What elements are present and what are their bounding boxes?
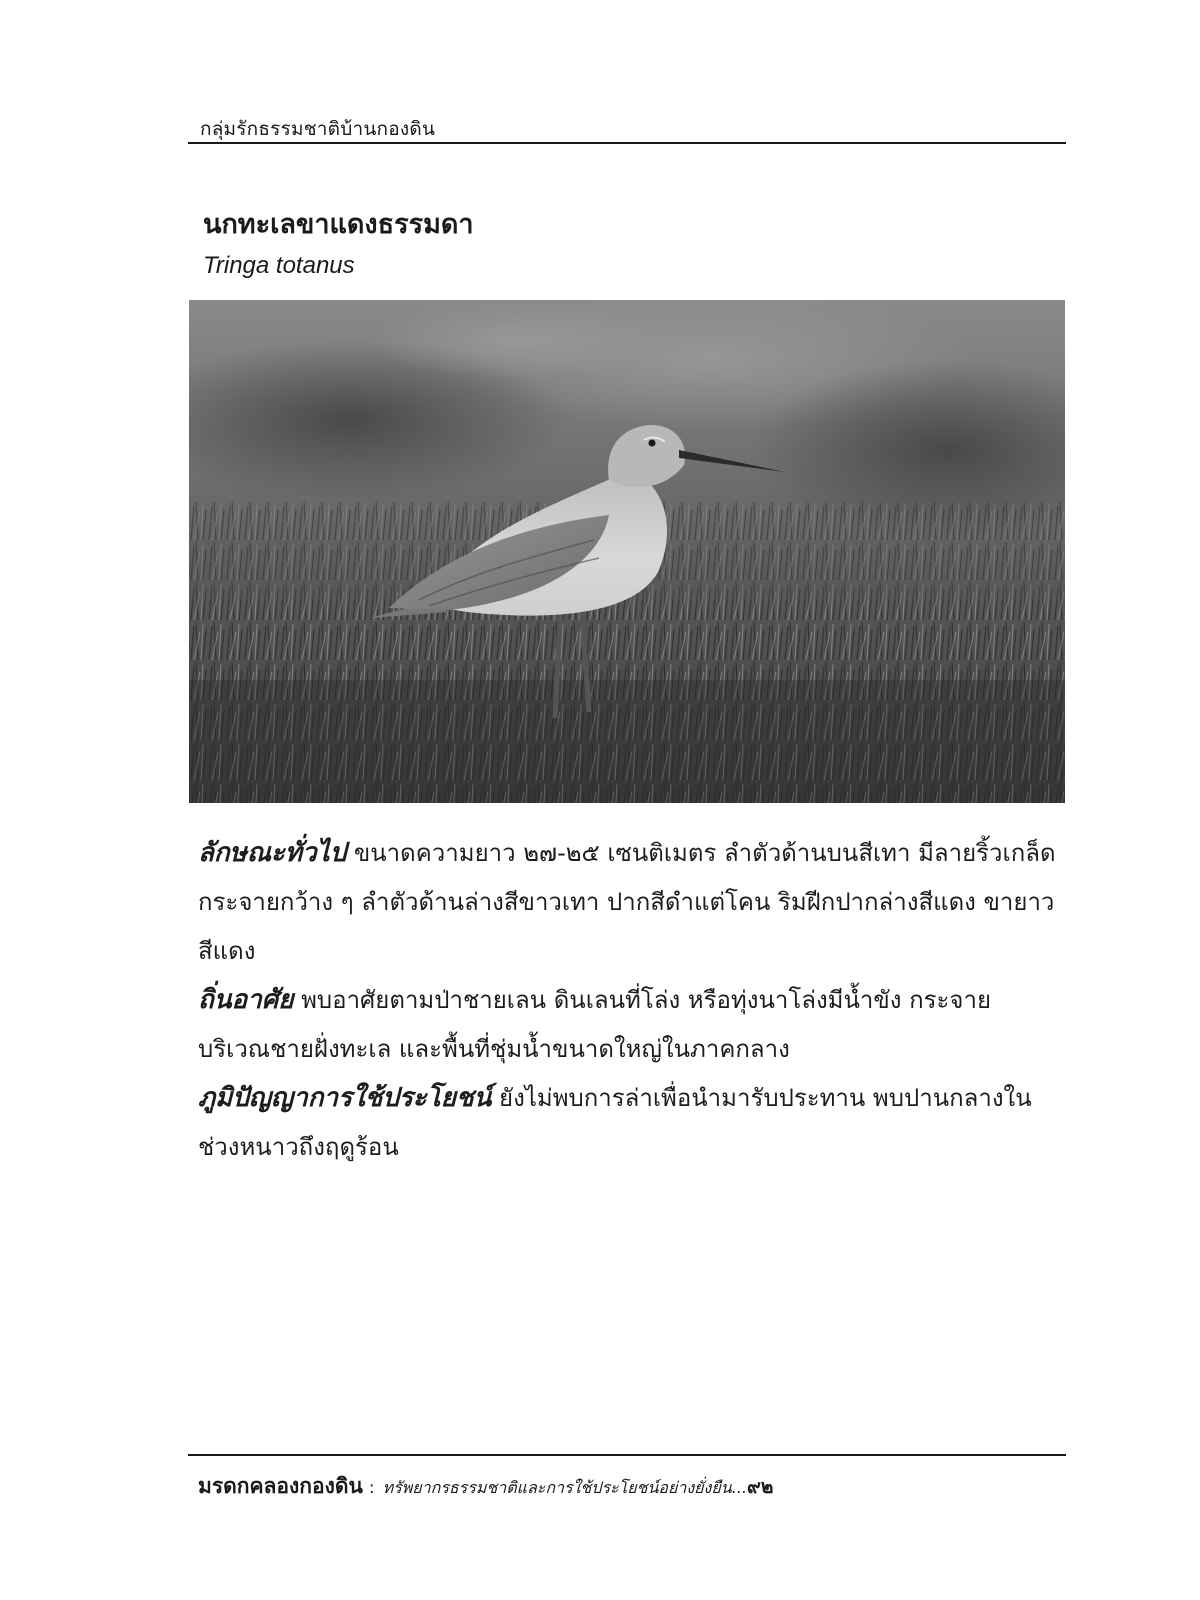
section-habitat [198,976,1058,1074]
running-header: กลุ่มรักธรรมชาติบ้านกองดิน [200,118,436,140]
species-description [198,829,1058,1172]
section-heading-habitat: ถิ่นอาศัย [198,985,294,1015]
species-thai-name: นกทะเลขาแดงธรรมดา [203,209,474,240]
species-scientific-name: Tringa totanus [203,252,355,279]
section-text-local-use: ยังไม่พบการล่าเพื่อนำมารับประทาน พบปานกลางในช่วงหนาวถึงฤดูร้อน [198,1084,1032,1161]
section-general [198,829,1058,976]
header-rule [188,142,1066,144]
page-footer [198,1470,773,1503]
page-number: ๙๒ [746,1476,774,1498]
footer-separator: : [368,1478,375,1498]
section-text-habitat: พบอาศัยตามป่าชายเลน ดินเลนที่โล่ง หรือทุ่งนาโล่งมีน้ำขัง กระจายบริเวณชายฝั่งทะเล และพื้นที่ชุ่มน้ำขนาดใหญ่ในภาคกลาง [198,986,992,1063]
section-heading-local-use: ภูมิปัญญาการใช้ประโยชน์ [198,1083,492,1113]
bird-photo-icon [189,300,1065,803]
footer-subtitle: ทรัพยากรธรรมชาติและการใช้ประโยชน์อย่างยั่งยืน... [382,1478,747,1497]
section-local-use [198,1074,1058,1172]
section-heading-general: ลักษณะทั่วไป [198,838,347,868]
footer-rule [188,1454,1066,1456]
section-text-general: ขนาดความยาว ๒๗-๒๕ เซนติเมตร ลำตัวด้านบนสีเทา มีลายริ้วเกล็ดกระจายกว้าง ๆ ลำตัวด้านล่างสีขาวเทา ปากสีดำแต่โคน ริมฝีกปากล่างสีแดง ขายาวสีแดง [198,839,1056,965]
footer-book-title: มรดกคลองกองดิน [198,1474,363,1498]
bird-photo [189,300,1065,803]
